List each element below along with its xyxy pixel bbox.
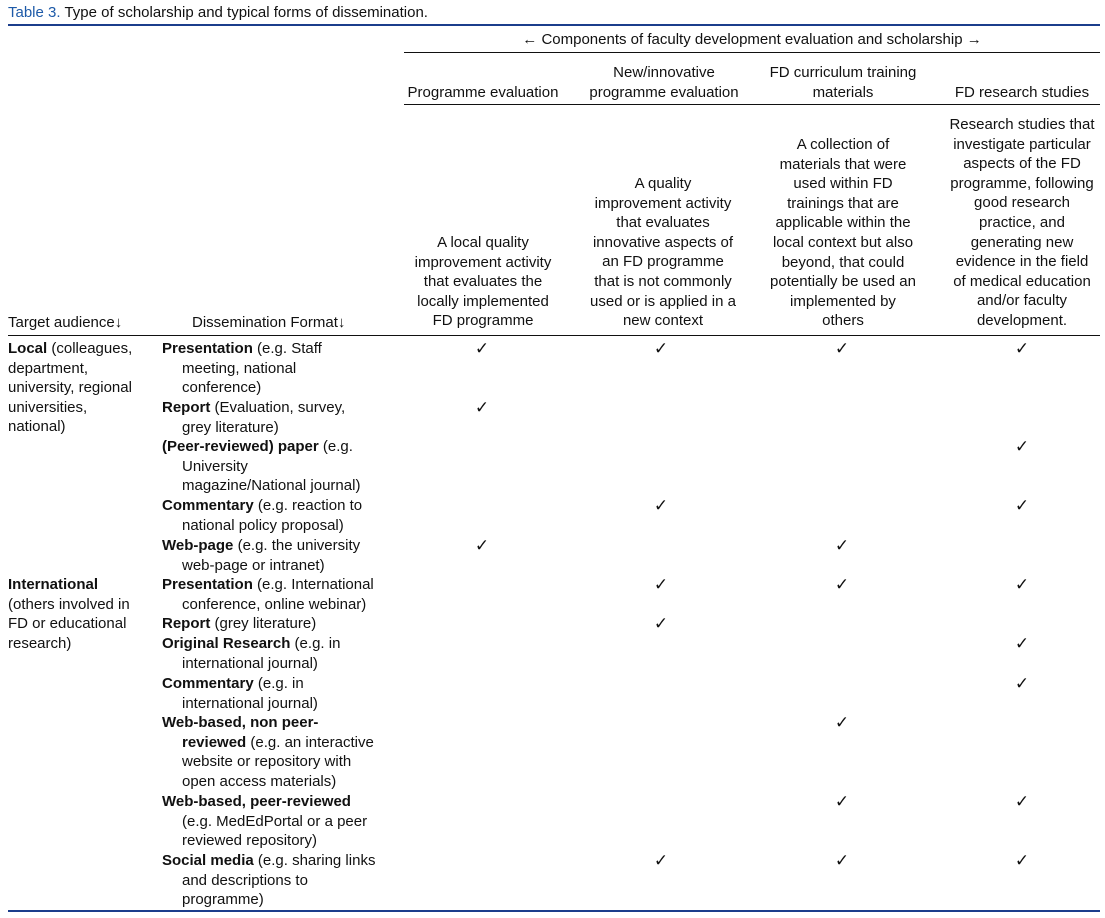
format-row: Report (grey literature) <box>162 615 317 632</box>
desc-fd-curriculum: A collection of materials that were used within FD trainings that are applicable within the local context but also beyond, that could potentially be used an implemented by others <box>770 136 916 330</box>
check-mark-icon: ✓ <box>653 575 669 595</box>
header-underline <box>404 104 1100 105</box>
header-bottom-rule <box>8 335 1100 336</box>
check-mark-icon: ✓ <box>1014 437 1030 457</box>
check-mark-icon: ✓ <box>834 792 850 812</box>
dissemination-format-header: Dissemination Format↓ <box>192 314 346 331</box>
check-mark-icon: ✓ <box>1014 339 1030 359</box>
col-header-fd-curriculum: FD curriculum training materials <box>769 64 917 101</box>
check-mark-icon: ✓ <box>834 575 850 595</box>
check-mark-icon: ✓ <box>1014 634 1030 654</box>
audience-international: International (others involved in FD or educational research) <box>8 576 130 652</box>
check-mark-icon: ✓ <box>834 536 850 556</box>
check-mark-icon: ✓ <box>474 339 490 359</box>
target-audience-header: Target audience↓ <box>8 314 123 331</box>
format-row: Web-page (e.g. the university web-page or intranet) <box>162 537 361 574</box>
check-mark-icon: ✓ <box>653 851 669 871</box>
desc-programme-evaluation: A local quality improvement activity that evaluates the locally implemented FD programme <box>414 234 552 330</box>
format-row: Web-based, non peer- reviewed (e.g. an interactive website or repository with open access materials) <box>162 714 374 790</box>
audience-local: Local (colleagues, department, university, regional universities, national) <box>8 340 133 436</box>
format-row: Original Research (e.g. in international journal) <box>162 635 341 672</box>
format-row: Presentation (e.g. International conference, online webinar) <box>162 576 374 613</box>
desc-fd-research: Research studies that investigate particular aspects of the FD programme, following good research practice, and generating new evidence in the field of medical education and/or faculty development. <box>949 116 1095 329</box>
table-caption <box>8 4 428 22</box>
check-mark-icon: ✓ <box>834 851 850 871</box>
format-row: Presentation (e.g. Staff meeting, national conference) <box>162 340 322 397</box>
components-span-header: ← Components of faculty development evaluation and scholarship → <box>522 31 982 48</box>
caption-label: Table 3. <box>8 4 61 21</box>
check-mark-icon: ✓ <box>1014 674 1030 694</box>
check-mark-icon: ✓ <box>834 713 850 733</box>
check-mark-icon: ✓ <box>474 398 490 418</box>
check-mark-icon: ✓ <box>653 339 669 359</box>
col-header-fd-research: FD research studies <box>954 84 1090 101</box>
format-row: Commentary (e.g. in international journal) <box>162 675 318 712</box>
format-row: Web-based, peer-reviewed (e.g. MedEdPortal or a peer reviewed repository) <box>162 793 368 850</box>
check-mark-icon: ✓ <box>1014 792 1030 812</box>
check-mark-icon: ✓ <box>1014 496 1030 516</box>
check-mark-icon: ✓ <box>474 536 490 556</box>
check-mark-icon: ✓ <box>1014 851 1030 871</box>
col-header-programme-evaluation: Programme evaluation <box>407 84 559 101</box>
format-row: (Peer-reviewed) paper (e.g. University magazine/National journal) <box>162 438 361 495</box>
caption-text: Type of scholarship and typical forms of dissemination. <box>64 4 428 21</box>
check-mark-icon: ✓ <box>653 496 669 516</box>
top-rule <box>8 24 1100 26</box>
format-row: Social media (e.g. sharing links and descriptions to programme) <box>162 852 376 909</box>
format-row: Report (Evaluation, survey, grey literature) <box>162 399 346 436</box>
span-underline <box>404 52 1100 53</box>
col-header-new-innovative: New/innovative programme evaluation <box>589 64 739 101</box>
check-mark-icon: ✓ <box>653 614 669 634</box>
format-row: Commentary (e.g. reaction to national policy proposal) <box>162 497 363 534</box>
desc-new-innovative: A quality improvement activity that evaluates innovative aspects of an FD programme that is not commonly used or is applied in a new context <box>590 175 736 330</box>
check-mark-icon: ✓ <box>1014 575 1030 595</box>
bottom-rule <box>8 910 1100 912</box>
check-mark-icon: ✓ <box>834 339 850 359</box>
